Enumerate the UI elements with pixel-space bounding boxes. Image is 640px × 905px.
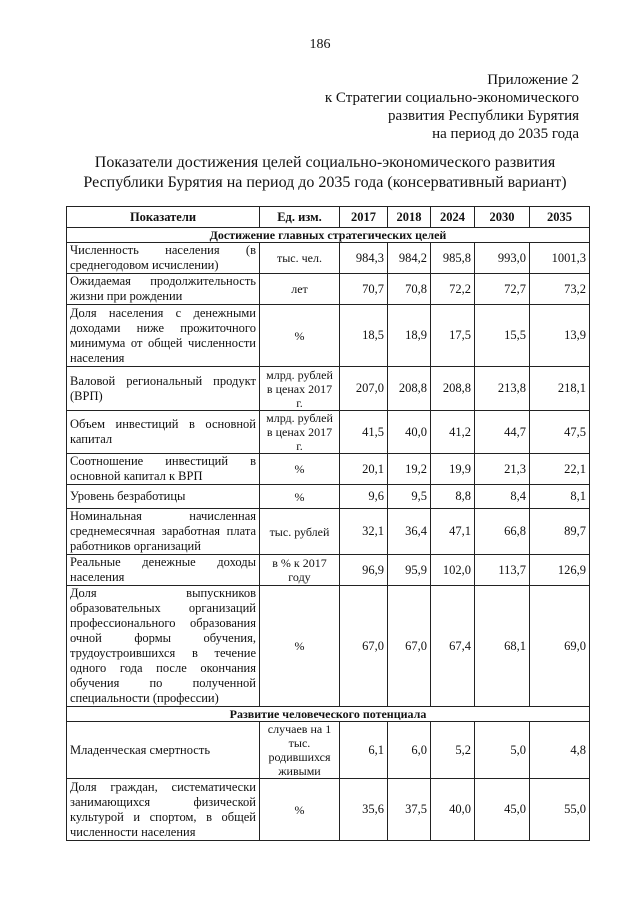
value-cell: 5,2	[431, 722, 475, 779]
indicator-cell: Уровень безработицы	[67, 485, 260, 509]
column-header: 2024	[431, 207, 475, 228]
value-cell: 95,9	[388, 555, 431, 586]
value-cell: 55,0	[530, 779, 590, 841]
value-cell: 213,8	[475, 367, 530, 411]
value-cell: 70,7	[340, 274, 388, 305]
value-cell: 18,5	[340, 305, 388, 367]
indicator-cell: Доля выпускников образовательных организаций профессионального образования очной формы обучения, трудоустроившихся в течение одного года после окончания обучения по полученной специальности (профессии)	[67, 586, 260, 707]
value-cell: 41,5	[340, 411, 388, 454]
value-cell: 4,8	[530, 722, 590, 779]
indicator-cell: Соотношение инвестиций в основной капитал к ВРП	[67, 454, 260, 485]
table-row	[67, 555, 590, 586]
value-cell: 6,1	[340, 722, 388, 779]
page-number: 186	[309, 37, 331, 52]
value-cell: 9,5	[388, 485, 431, 509]
value-cell: 47,5	[530, 411, 590, 454]
column-header: Показатели	[67, 207, 260, 228]
value-cell: 1001,3	[530, 243, 590, 274]
unit-cell: %	[260, 454, 340, 485]
value-cell: 993,0	[475, 243, 530, 274]
appendix-line: на период до 2035 года	[432, 126, 579, 142]
value-cell: 19,2	[388, 454, 431, 485]
table-row	[67, 243, 590, 274]
indicator-cell: Доля населения с денежными доходами ниже прожиточного минимума от общей численности населения	[67, 305, 260, 367]
appendix-line: Приложение 2	[487, 72, 579, 88]
value-cell: 70,8	[388, 274, 431, 305]
table-row	[67, 274, 590, 305]
column-header: Ед. изм.	[260, 207, 340, 228]
value-cell: 13,9	[530, 305, 590, 367]
indicators-table	[66, 206, 590, 841]
value-cell: 8,1	[530, 485, 590, 509]
table-row	[67, 454, 590, 485]
value-cell: 72,7	[475, 274, 530, 305]
value-cell: 9,6	[340, 485, 388, 509]
unit-cell: тыс. рублей	[260, 509, 340, 555]
column-header: 2030	[475, 207, 530, 228]
appendix-reference	[325, 71, 579, 143]
value-cell: 19,9	[431, 454, 475, 485]
table-header-row	[67, 207, 590, 228]
value-cell: 8,8	[431, 485, 475, 509]
table-row	[67, 509, 590, 555]
value-cell: 36,4	[388, 509, 431, 555]
value-cell: 218,1	[530, 367, 590, 411]
indicator-cell: Доля граждан, систематически занимающихся физической культурой и спортом, в общей численности населения	[67, 779, 260, 841]
unit-cell: лет	[260, 274, 340, 305]
value-cell: 41,2	[431, 411, 475, 454]
table-row	[67, 367, 590, 411]
column-header: 2018	[388, 207, 431, 228]
unit-cell: млрд. рублей в ценах 2017 г.	[260, 367, 340, 411]
indicator-cell: Ожидаемая продолжительность жизни при рождении	[67, 274, 260, 305]
unit-cell: %	[260, 305, 340, 367]
indicator-cell: Объем инвестиций в основной капитал	[67, 411, 260, 454]
value-cell: 47,1	[431, 509, 475, 555]
value-cell: 18,9	[388, 305, 431, 367]
title-line: Республики Бурятия на период до 2035 года (консервативный вариант)	[83, 174, 567, 191]
value-cell: 45,0	[475, 779, 530, 841]
value-cell: 68,1	[475, 586, 530, 707]
indicator-cell: Реальные денежные доходы населения	[67, 555, 260, 586]
value-cell: 20,1	[340, 454, 388, 485]
value-cell: 72,2	[431, 274, 475, 305]
section-title: Достижение главных стратегических целей	[67, 228, 590, 243]
section-header-row	[67, 707, 590, 722]
appendix-line: к Стратегии социально-экономического	[324, 90, 579, 106]
unit-cell: %	[260, 779, 340, 841]
value-cell: 67,0	[388, 586, 431, 707]
value-cell: 22,1	[530, 454, 590, 485]
table-row	[67, 305, 590, 367]
table-row	[67, 411, 590, 454]
column-header: 2035	[530, 207, 590, 228]
indicator-cell: Младенческая смертность	[67, 722, 260, 779]
appendix-line: развития Республики Бурятия	[387, 108, 579, 124]
indicator-cell: Численность населения (в среднегодовом исчислении)	[67, 243, 260, 274]
value-cell: 15,5	[475, 305, 530, 367]
value-cell: 96,9	[340, 555, 388, 586]
value-cell: 5,0	[475, 722, 530, 779]
table-row	[67, 586, 590, 707]
unit-cell: %	[260, 485, 340, 509]
section-title: Развитие человеческого потенциала	[67, 707, 590, 722]
value-cell: 69,0	[530, 586, 590, 707]
value-cell: 984,3	[340, 243, 388, 274]
value-cell: 17,5	[431, 305, 475, 367]
value-cell: 102,0	[431, 555, 475, 586]
value-cell: 67,4	[431, 586, 475, 707]
unit-cell: тыс. чел.	[260, 243, 340, 274]
table-row	[67, 722, 590, 779]
unit-cell: млрд. рублей в ценах 2017 г.	[260, 411, 340, 454]
document-title	[60, 153, 590, 193]
value-cell: 984,2	[388, 243, 431, 274]
value-cell: 40,0	[388, 411, 431, 454]
unit-cell: случаев на 1 тыс. родившихся живыми	[260, 722, 340, 779]
value-cell: 40,0	[431, 779, 475, 841]
indicator-cell: Номинальная начисленная среднемесячная заработная плата работников организаций	[67, 509, 260, 555]
unit-cell: %	[260, 586, 340, 707]
section-header-row	[67, 228, 590, 243]
column-header: 2017	[340, 207, 388, 228]
value-cell: 126,9	[530, 555, 590, 586]
value-cell: 66,8	[475, 509, 530, 555]
value-cell: 6,0	[388, 722, 431, 779]
title-line: Показатели достижения целей социально-экономического развития	[94, 154, 556, 171]
table-row	[67, 779, 590, 841]
value-cell: 985,8	[431, 243, 475, 274]
value-cell: 35,6	[340, 779, 388, 841]
value-cell: 113,7	[475, 555, 530, 586]
unit-cell: в % к 2017 году	[260, 555, 340, 586]
indicator-cell: Валовой региональный продукт (ВРП)	[67, 367, 260, 411]
value-cell: 37,5	[388, 779, 431, 841]
value-cell: 73,2	[530, 274, 590, 305]
value-cell: 89,7	[530, 509, 590, 555]
value-cell: 21,3	[475, 454, 530, 485]
value-cell: 67,0	[340, 586, 388, 707]
value-cell: 8,4	[475, 485, 530, 509]
value-cell: 32,1	[340, 509, 388, 555]
value-cell: 44,7	[475, 411, 530, 454]
value-cell: 208,8	[431, 367, 475, 411]
value-cell: 208,8	[388, 367, 431, 411]
value-cell: 207,0	[340, 367, 388, 411]
table-row	[67, 485, 590, 509]
